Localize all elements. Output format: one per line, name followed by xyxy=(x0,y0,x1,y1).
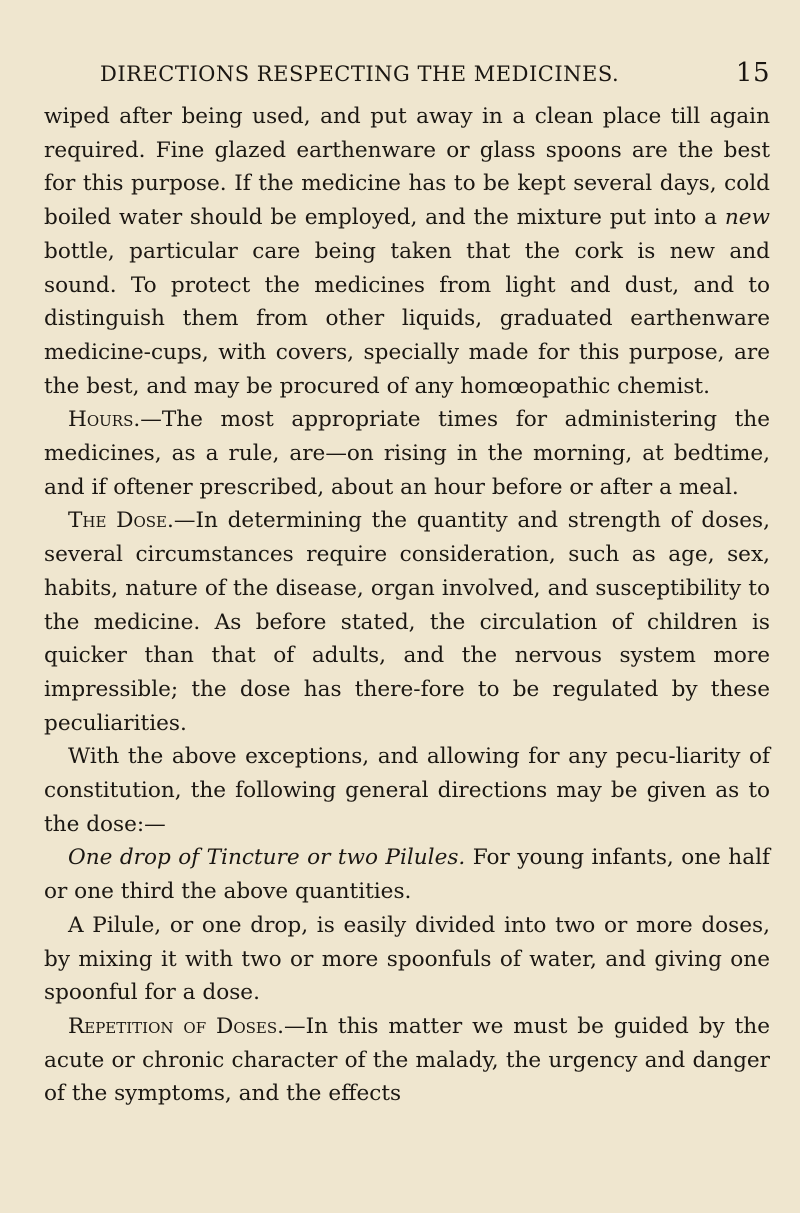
paragraph-text: For young infants, one half or one third the above quantities. xyxy=(44,845,770,905)
section-heading-dose: The Dose. xyxy=(68,508,174,534)
running-head xyxy=(100,58,770,88)
section-heading-hours: Hours. xyxy=(68,407,141,433)
paragraph-text: —In determining the quantity and strength of doses, several circumstances require consideration, such as age, sex, habits, nature of the disease, organ involved, and susceptibility to the medicine. As before stated, the circulation of children is quicker than that of adults, and the nervous system more impressible; the dose has there-fore to be regulated by these peculiarities. xyxy=(44,508,770,736)
paragraph-text: wiped after being used, and put away in a clean place till again required. Fine glazed earthenware or glass spoons are the best for this purpose. If the medicine has to be kept several days, cold boiled water should be employed, and the mixture put into a xyxy=(44,104,770,231)
italic-phrase: One drop of Tincture or two Pilules. xyxy=(68,845,466,871)
italic-word: new xyxy=(724,205,770,231)
paragraph-text: bottle, particular care being taken that the cork is new and sound. To protect the medicines from light and dust, and to distinguish them from other liquids, graduated earthenware medicine-cups, with covers, specially made for this purpose, are the best, and may be procured of any homœopathic chemist. xyxy=(44,238,770,399)
paragraph-drop xyxy=(44,841,770,908)
paragraph-repetition xyxy=(44,1010,770,1111)
paragraph-text: —The most appropriate times for administering the medicines, as a rule, are—on rising in the morning, at bedtime, and if oftener prescribed, about an hour before or after a meal. xyxy=(44,407,770,500)
paragraph-exceptions xyxy=(44,740,770,841)
body-text xyxy=(44,100,770,1111)
paragraph-text: —In this matter we must be guided by the acute or chronic character of the malady, the urgency and danger of the symptoms, and the effects xyxy=(44,1013,770,1107)
paragraph-dose xyxy=(44,504,770,740)
paragraph-text: With the above exceptions, and allowing for any pecu-liarity of constitution, the following general directions may be given as to the dose:— xyxy=(44,744,770,837)
paragraph-hours xyxy=(44,403,770,504)
running-title: DIRECTIONS RESPECTING THE MEDICINES. xyxy=(100,62,620,86)
paragraph-pilule xyxy=(44,909,770,1010)
paragraph-continued xyxy=(44,100,770,403)
page-number: 15 xyxy=(735,58,770,88)
section-heading-repetition: Repetition of Doses. xyxy=(68,1013,284,1039)
paragraph-text: A Pilule, or one drop, is easily divided into two or more doses, by mixing it with two or more spoonfuls of water, and giving one spoonful for a dose. xyxy=(44,912,770,1006)
